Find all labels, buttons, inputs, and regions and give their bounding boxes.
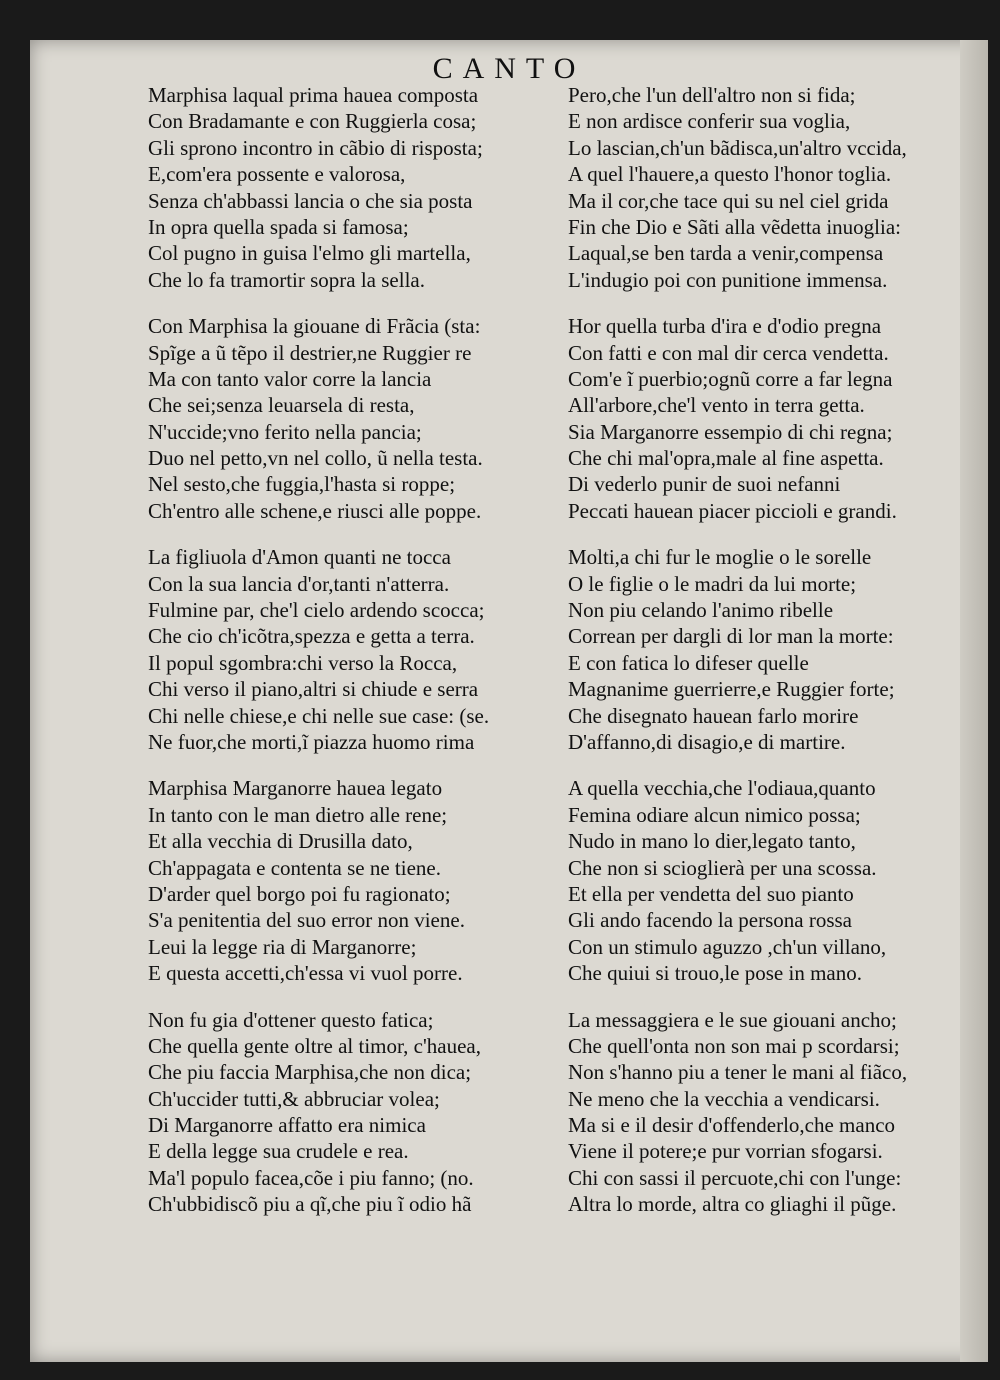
verse-line: Fin che Dio e Sãti alla vẽdetta inuoglia:: [568, 214, 901, 239]
verse-line: Com'e ĩ puerbio;ognũ corre a far legna: [568, 366, 893, 391]
verse-line: D'affanno,di disagio,e di martire.: [568, 729, 846, 754]
stanza-gap: [568, 987, 988, 1007]
verse-line: Con fatti e con mal dir cerca vendetta.: [568, 340, 889, 365]
book-page: [30, 40, 988, 1362]
verse-line: Altra lo morde, altra co gliaghi il pũge.: [568, 1192, 897, 1217]
verse-line: Senza ch'abbassi lancia o che sia posta: [148, 188, 473, 213]
verse-line: Ma il cor,che tace qui su nel ciel grida: [568, 188, 889, 213]
verse-line: Correan per dargli di lor man la morte:: [568, 624, 894, 649]
verse-line: Ch'entro alle schene,e riusci alle poppe.: [148, 498, 482, 523]
verse-line: Marphisa Marganorre hauea legato: [148, 776, 443, 801]
stanza: [148, 775, 568, 986]
stanza-gap: [148, 524, 568, 544]
verse-line: Ne meno che la vecchia a vendicarsi.: [568, 1086, 880, 1111]
running-header: CANTO: [432, 52, 586, 85]
verse-line: Chi nelle chiese,e chi nelle sue case: (se.: [148, 703, 490, 728]
left-column: [148, 82, 568, 1218]
verse-line: Con un stimulo aguzzo ,ch'un villano,: [568, 934, 887, 959]
verse-line: In tanto con le man dietro alle rene;: [148, 802, 448, 827]
stanza-gap: [568, 293, 988, 313]
verse-line: La messaggiera e le sue giouani ancho;: [568, 1007, 897, 1032]
verse-line: N'uccide;vno ferito nella pancia;: [148, 419, 422, 444]
verse-line: Che piu faccia Marphisa,che non dica;: [148, 1060, 472, 1085]
verse-line: E,com'era possente e valorosa,: [148, 162, 406, 187]
verse-line: Fulmine par, che'l cielo ardendo scocca;: [148, 598, 485, 623]
verse-line: Con Marphisa la giouane di Frãcia (sta:: [148, 314, 481, 339]
verse-line: D'arder quel borgo poi fu ragionato;: [148, 881, 451, 906]
verse-line: A quel l'hauere,a questo l'honor toglia.: [568, 162, 892, 187]
verse-line: S'a penitentia del suo error non viene.: [148, 908, 465, 933]
verse-line: Di Marganorre affatto era nimica: [148, 1113, 426, 1138]
stanza: [148, 1007, 568, 1218]
verse-line: Il popul sgombra:chi verso la Rocca,: [148, 650, 458, 675]
verse-line: Ma'l populo facea,cõe i piu fanno; (no.: [148, 1165, 474, 1190]
verse-line: E questa accetti,ch'essa vi vuol porre.: [148, 961, 463, 986]
verse-line: Et alla vecchia di Drusilla dato,: [148, 829, 413, 854]
verse-line: Di vederlo punir de suoi nefanni: [568, 472, 841, 497]
verse-line: Laqual,se ben tarda a venir,compensa: [568, 241, 884, 266]
verse-line: Ch'appagata e contenta se ne tiene.: [148, 855, 441, 880]
verse-line: Peccati hauean piacer piccioli e grandi.: [568, 498, 897, 523]
verse-line: O le figlie o le madri da lui morte;: [568, 571, 857, 596]
stanza: [568, 775, 988, 986]
verse-line: Hor quella turba d'ira e d'odio pregna: [568, 314, 882, 339]
verse-line: Non s'hanno piu a tener le mani al fiãco,: [568, 1060, 908, 1085]
verse-line: All'arbore,che'l vento in terra getta.: [568, 393, 865, 418]
verse-line: L'indugio poi con punitione immensa.: [568, 267, 888, 292]
verse-line: Che cio ch'icõtra,spezza e getta a terra.: [148, 624, 475, 649]
stanza: [568, 544, 988, 755]
verse-line: Ma con tanto valor corre la lancia: [148, 366, 432, 391]
stanza: [148, 82, 568, 293]
verse-line: Con Bradamante e con Ruggierla cosa;: [148, 109, 477, 134]
verse-line: Nudo in mano lo dier,legato tanto,: [568, 829, 856, 854]
stanza: [568, 313, 988, 524]
stanza-gap: [568, 755, 988, 775]
verse-line: Che chi mal'opra,male al fine aspetta.: [568, 446, 884, 471]
verse-line: Gli sprono incontro in cãbio di risposta;: [148, 135, 483, 160]
verse-line: Ne fuor,che morti,ĩ piazza huomo rima: [148, 729, 475, 754]
verse-line: Che lo fa tramortir sopra la sella.: [148, 267, 425, 292]
verse-line: Non piu celando l'animo ribelle: [568, 598, 834, 623]
verse-line: Ma si e il desir d'offenderlo,che manco: [568, 1113, 896, 1138]
verse-line: Ch'ubbidiscõ piu a qĩ,che piu ĩ odio hã: [148, 1192, 472, 1217]
verse-line: Che non si scioglierà per una scossa.: [568, 855, 877, 880]
stanza-gap: [148, 293, 568, 313]
verse-line: Duo nel petto,vn nel collo, ũ nella testa.: [148, 446, 483, 471]
verse-line: Che quell'onta non son mai p scordarsi;: [568, 1033, 900, 1058]
verse-line: Che disegnato hauean farlo morire: [568, 703, 859, 728]
verse-line: Spĩge a ũ tẽpo il destrier,ne Ruggier re: [148, 340, 472, 365]
verse-line: Ch'uccider tutti,& abbruciar volea;: [148, 1086, 440, 1111]
verse-line: E non ardisce conferir sua voglia,: [568, 109, 851, 134]
verse-line: Che quella gente oltre al timor, c'hauea,: [148, 1033, 481, 1058]
stanza-gap: [568, 524, 988, 544]
stanza: [148, 544, 568, 755]
verse-line: Non fu gia d'ottener questo fatica;: [148, 1007, 434, 1032]
verse-line: Nel sesto,che fuggia,l'hasta si roppe;: [148, 472, 456, 497]
verse-line: Et ella per vendetta del suo pianto: [568, 881, 854, 906]
verse-line: Femina odiare alcun nimico possa;: [568, 802, 861, 827]
verse-line: Chi verso il piano,altri si chiude e serra: [148, 677, 479, 702]
verse-line: La figliuola d'Amon quanti ne tocca: [148, 545, 451, 570]
right-column: [568, 82, 988, 1218]
verse-line: Pero,che l'un dell'altro non si fida;: [568, 83, 856, 107]
verse-line: In opra quella spada si famosa;: [148, 214, 409, 239]
verse-line: A quella vecchia,che l'odiaua,quanto: [568, 776, 876, 801]
verse-line: Leui la legge ria di Marganorre;: [148, 934, 417, 959]
verse-line: Marphisa laqual prima hauea composta: [148, 83, 479, 107]
verse-line: Viene il potere;e pur vorrian sfogarsi.: [568, 1139, 883, 1164]
stanza: [568, 82, 988, 293]
stanza: [148, 313, 568, 524]
verse-line: Sia Marganorre essempio di chi regna;: [568, 419, 893, 444]
verse-line: Lo lascian,ch'un bãdisca,un'altro vccida,: [568, 135, 907, 160]
verse-line: Con la sua lancia d'or,tanti n'atterra.: [148, 571, 450, 596]
verse-line: Chi con sassi il percuote,chi con l'unge:: [568, 1165, 902, 1190]
verse-line: E della legge sua crudele e rea.: [148, 1139, 409, 1164]
verse-line: Col pugno in guisa l'elmo gli martella,: [148, 241, 471, 266]
stanza: [568, 1007, 988, 1218]
verse-line: Che quiui si trouo,le pose in mano.: [568, 961, 862, 986]
verse-line: Magnanime guerrierre,e Ruggier forte;: [568, 677, 895, 702]
stanza-gap: [148, 755, 568, 775]
verse-line: Molti,a chi fur le moglie o le sorelle: [568, 545, 872, 570]
verse-line: Che sei;senza leuarsela di resta,: [148, 393, 415, 418]
stanza-gap: [148, 987, 568, 1007]
verse-line: E con fatica lo difeser quelle: [568, 650, 809, 675]
verse-line: Gli ando facendo la persona rossa: [568, 908, 852, 933]
